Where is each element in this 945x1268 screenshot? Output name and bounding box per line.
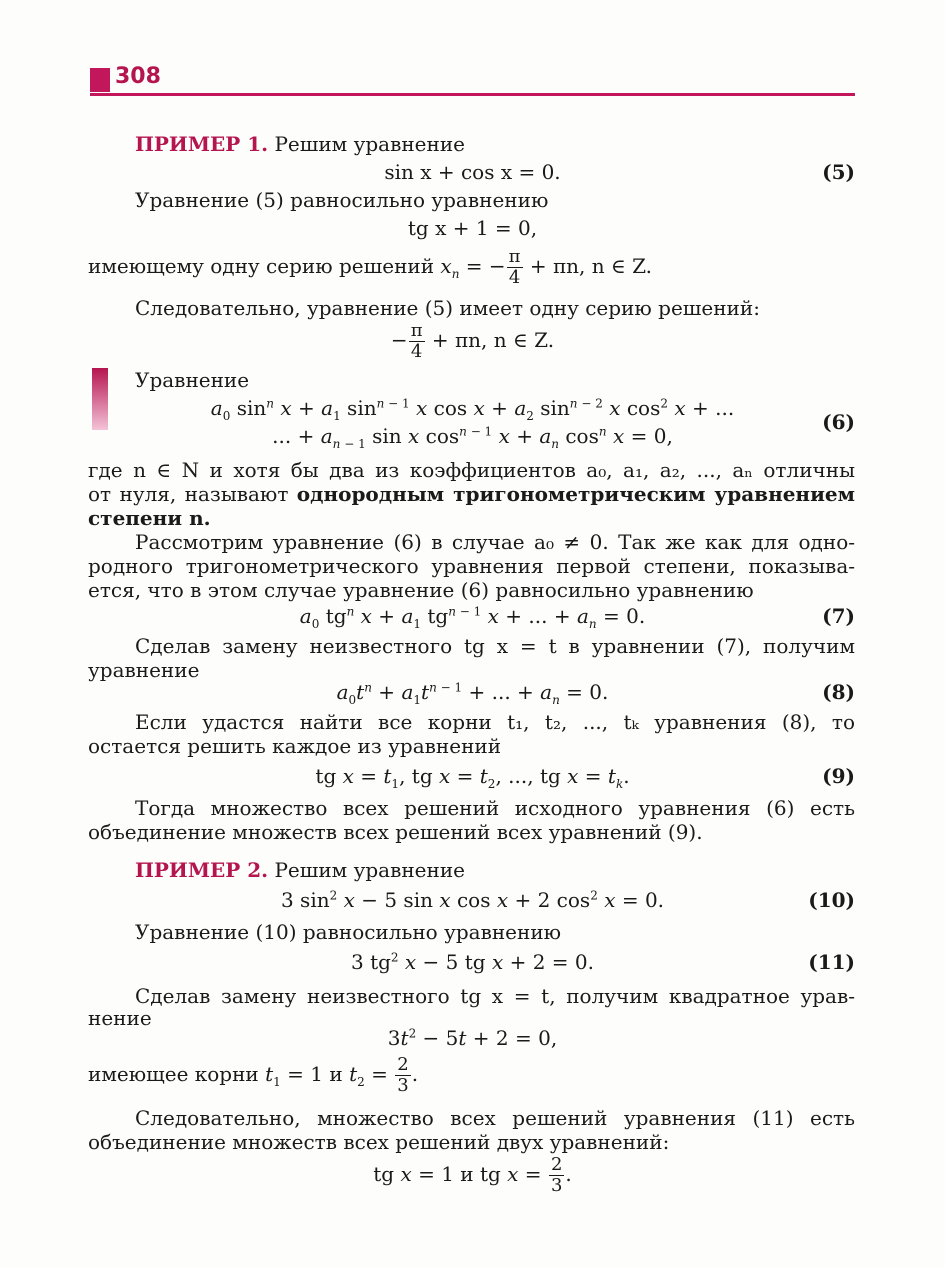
equation-9-number: (9)	[822, 764, 855, 788]
equation-8: $a_0t^n + a_1t^{n - 1}$ + ... + $a_n = 0$.	[336, 680, 609, 707]
example2-conclusion-line2: объединение множеств всех решений двух уравнений:	[88, 1130, 670, 1154]
example2-label: ПРИМЕР 2.	[135, 858, 269, 882]
answer-tail: + πn, n ∈ Z.	[431, 328, 555, 352]
paragraph2-line2: уравнение	[88, 658, 200, 682]
equation-5	[90, 160, 855, 184]
theory-word: Уравнение	[135, 368, 250, 392]
example1-intro: Решим уравнение	[274, 132, 465, 156]
example1-equivalence: Уравнение (5) равносильно уравнению	[135, 188, 549, 212]
theory-where-line2	[88, 482, 855, 506]
final-equations: tg x = 1 и tg x = $\frac{2}{3}$ .	[373, 1154, 572, 1196]
example2-intro: Решим уравнение	[274, 858, 465, 882]
paragraph2-line1: Сделав замену неизвестного tg x = t в уравнении (7), получим	[135, 634, 855, 658]
equation-11: 3 $tg^2$ x − 5 tg x + 2 = 0.	[350, 950, 594, 974]
series-text: имеющему одну серию решений	[88, 254, 435, 278]
quadratic-equation: $3t^2 - 5t + 2 = 0$,	[387, 1026, 558, 1050]
paragraph4-line2: объединение множеств всех решений всех уравнений (9).	[88, 820, 703, 844]
substitution-line2: нение	[88, 1006, 152, 1030]
equation-6-line2: ... + $a_{n - 1}$ sin x $\cos^{n - 1} x + a_n$ $\cos^n x = 0$,	[272, 424, 673, 451]
pi-over-4-fraction: $\frac{\pi}{4}$	[508, 246, 521, 288]
paragraph3-line2: остается решить каждое из уравнений	[88, 734, 502, 758]
page-number: 308	[115, 64, 161, 89]
equation-10: 3 $\sin^2 x - 5$ sin x cos x + 2 $\cos^2 x = 0$.	[280, 888, 665, 912]
equation-6-line1: $a_0$ $\sin^n x + a_1$ $\sin^{n - 1} x$ $\cos x + a_2$ $\sin^{n - 2} x$ $\cos^2 x$ + ...	[210, 396, 735, 423]
final-two-thirds-fraction: $\frac{2}{3}$	[550, 1154, 563, 1196]
equation-8-number: (8)	[822, 680, 855, 704]
header-rule	[90, 93, 855, 96]
example1-answer: − $\frac{\pi}{4}$ + πn, n ∈ Z.	[390, 320, 555, 362]
substitution-line1: Сделав замену неизвестного tg x = t, получим квадратное урав-	[135, 984, 855, 1008]
series-tail: + πn, n ∈ Z.	[529, 254, 653, 278]
equation-7: $a_0$ $tg^n$ $x + a_1$ $tg^{n - 1}$ x + ... + $a_n = 0$.	[299, 604, 646, 631]
paragraph1-line1: Рассмотрим уравнение (6) в случае a₀ ≠ 0. Так же как для одно-	[135, 530, 855, 554]
header-color-block	[90, 68, 110, 92]
example1-heading	[135, 132, 465, 156]
example2-equivalence: Уравнение (10) равносильно уравнению	[135, 920, 562, 944]
theory-where-line3: степени n.	[88, 506, 211, 530]
equation-7-number: (7)	[822, 604, 855, 628]
equation-10-number: (10)	[808, 888, 855, 912]
theory-where-line1: где n ∈ N и хотя бы два из коэффициентов a₀, a₁, a₂, ..., aₙ отличны	[88, 458, 855, 482]
example1-label: ПРИМЕР 1.	[135, 132, 269, 156]
roots-text: имеющее корни	[88, 1062, 259, 1086]
paragraph3-line1: Если удастся найти все корни t₁, t₂, ..., tₖ уравнения (8), то	[135, 710, 855, 734]
example2-conclusion-line1: Следовательно, множество всех решений уравнения (11) есть	[135, 1106, 855, 1130]
paragraph1-line3: ется, что в этом случае уравнение (6) равносильно уравнению	[88, 578, 754, 602]
equation-tg-plus-one: tg x + 1 = 0,	[407, 216, 538, 240]
paragraph1-line2: родного тригонометрического уравнения первой степени, показыва-	[88, 554, 855, 578]
where-line2-plain: от нуля, называют	[88, 482, 289, 506]
example1-conclusion: Следовательно, уравнение (5) имеет одну серию решений:	[135, 296, 760, 320]
two-thirds-fraction: $\frac{2}{3}$	[397, 1054, 409, 1096]
equation-6-number: (6)	[822, 410, 855, 434]
equation-11-number: (11)	[808, 950, 855, 974]
example2-heading	[135, 858, 465, 882]
equation-5-number: (5)	[822, 160, 855, 184]
term-definition: однородным тригонометрическим уравнением	[296, 482, 856, 506]
example1-series-line: имеющему одну серию решений $x_n$ = − $\frac{\pi}{4}$ + πn, n ∈ Z.	[88, 246, 653, 288]
equation-5-text: sin x + cos x = 0.	[384, 160, 561, 184]
roots-line: имеющее корни $t_1 = 1$ и $t_2$ = $\frac{2}{3}$ .	[88, 1054, 419, 1096]
answer-pi-over-4-fraction: $\frac{\pi}{4}$	[410, 320, 423, 362]
paragraph4-line1: Тогда множество всех решений исходного уравнения (6) есть	[135, 796, 855, 820]
equation-9: tg $x = t_1$, tg $x = t_2$, ..., tg $x = t_k$.	[315, 764, 630, 791]
